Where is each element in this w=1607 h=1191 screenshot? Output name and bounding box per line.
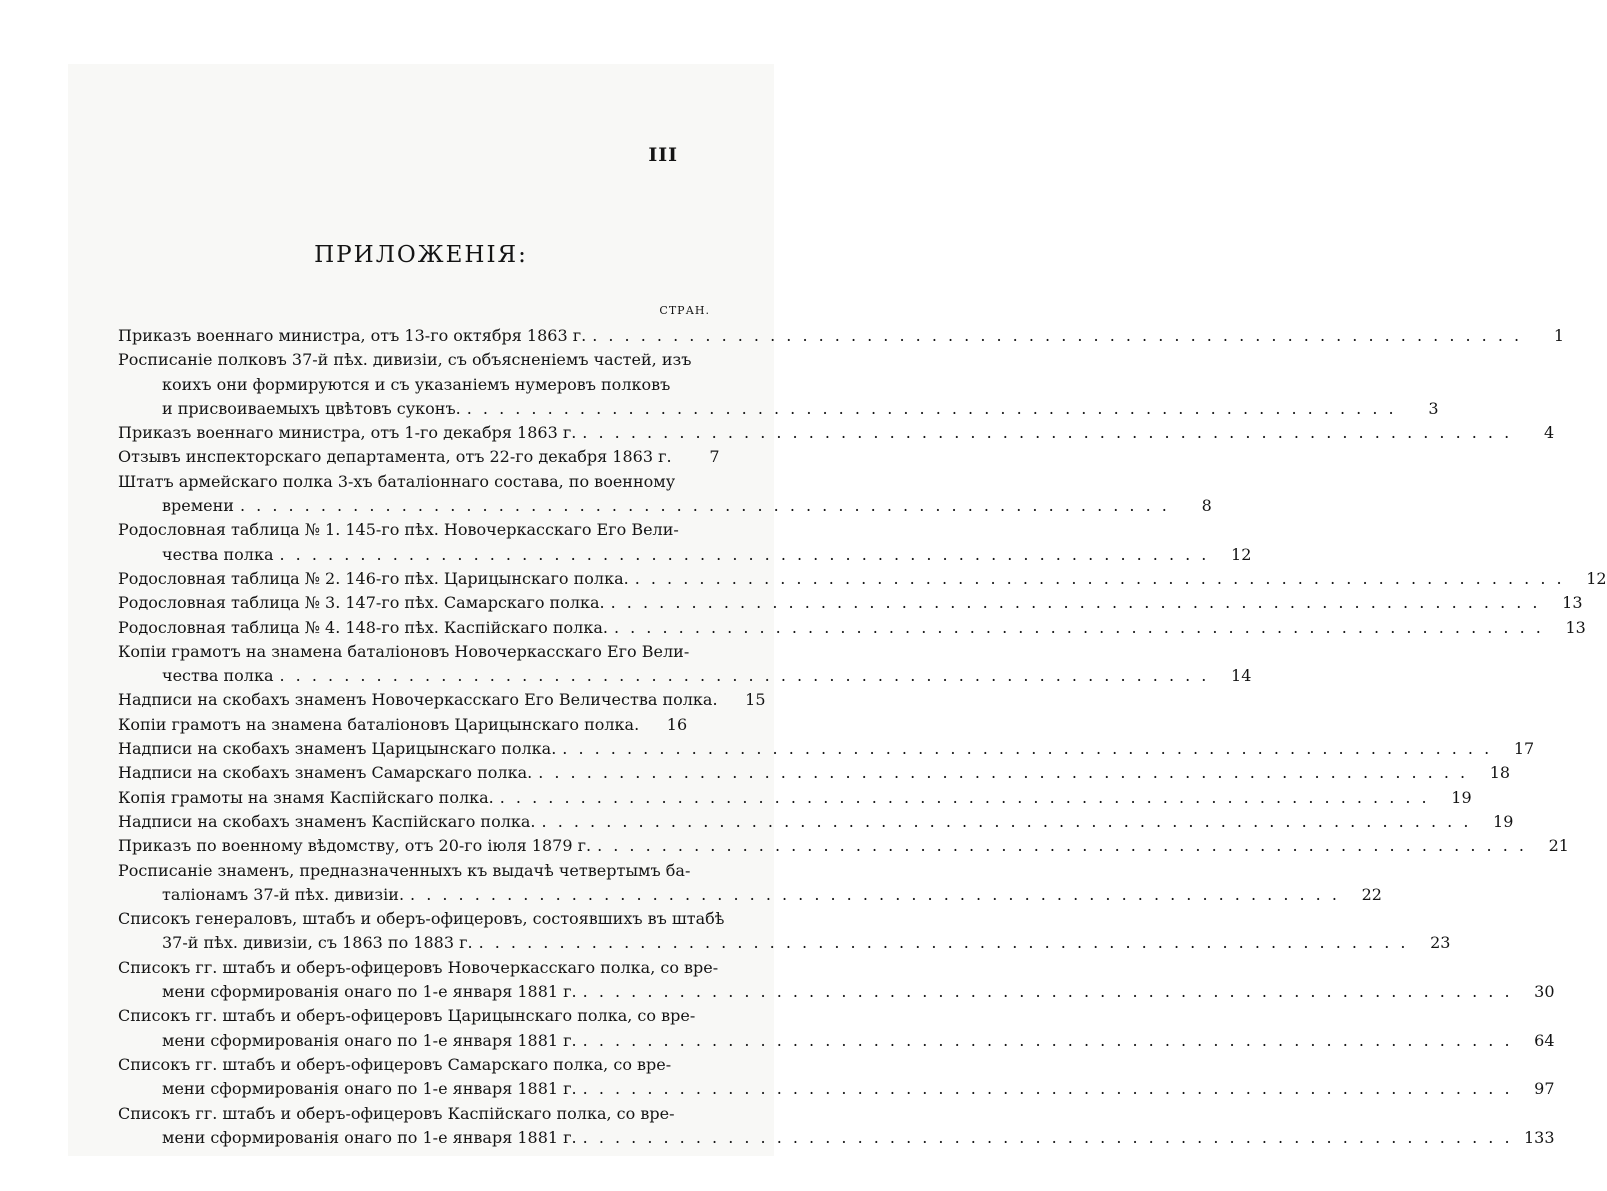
toc-entry-text: Надписи на скобахъ знаменъ Самарскаго полка. xyxy=(118,763,533,783)
toc-page-number: 18 xyxy=(1489,763,1511,783)
toc-entry xyxy=(118,761,1511,785)
toc-entry-text: Штатъ армейскаго полка 3-хъ баталіоннаго состава, по военному xyxy=(118,471,676,491)
dot-leader xyxy=(410,883,1340,907)
dot-leader xyxy=(542,810,1472,834)
toc-entry xyxy=(118,713,688,737)
toc-entry xyxy=(118,1053,1555,1102)
toc-entry xyxy=(118,737,1535,761)
toc-entry-text: Приказъ по военному вѣдомству, отъ 20-го іюля 1879 г. xyxy=(118,836,592,856)
toc-entry-text: Списокъ гг. штабъ и оберъ-офицеровъ Новочеркасскаго полка, со вре- xyxy=(118,957,719,977)
toc-entry-row xyxy=(118,713,688,737)
toc-entry-text: коихъ они формируются и съ указаніемъ нумеровъ полковъ xyxy=(162,374,671,394)
toc-entry xyxy=(118,591,1583,615)
toc-entry-text: Росписаніе полковъ 37-й пѣх. дивизіи, съ объясненіемъ частей, изъ xyxy=(118,350,692,370)
dot-leader xyxy=(583,1077,1513,1101)
toc-entry-row xyxy=(118,931,1451,955)
toc-entry-text: чества полка xyxy=(162,666,274,686)
toc-page-number: 17 xyxy=(1513,739,1535,759)
toc-entry-row xyxy=(118,494,1212,518)
toc-page-number: 7 xyxy=(709,447,720,467)
toc-entry-row xyxy=(118,445,720,469)
toc-entry xyxy=(118,421,1555,445)
toc-entry-text: и присвоиваемыхъ цвѣтовъ суконъ. xyxy=(162,398,461,418)
toc-page-number: 64 xyxy=(1534,1030,1555,1050)
toc-page-number: 12 xyxy=(1231,544,1252,564)
dot-leader xyxy=(611,591,1541,615)
dot-leader xyxy=(479,931,1409,955)
dot-leader xyxy=(635,567,1565,591)
toc-page-number: 16 xyxy=(666,714,688,734)
toc-entry-text: Списокъ гг. штабъ и оберъ-офицеровъ Каспійскаго полка, со вре- xyxy=(118,1103,675,1123)
toc-entry-row xyxy=(118,688,766,712)
toc-entry-text: Списокъ гг. штабъ и оберъ-офицеровъ Самарскаго полка, со вре- xyxy=(118,1054,672,1074)
toc-entry-row xyxy=(118,761,1511,785)
toc-entry xyxy=(118,688,766,712)
toc-entry xyxy=(118,834,1569,858)
toc-entry-text: Родословная таблица № 1. 145-го пѣх. Новочеркасскаго Его Вели- xyxy=(118,520,679,540)
dot-leader xyxy=(467,397,1397,421)
toc-entry xyxy=(118,518,1252,567)
toc-entry xyxy=(118,1004,1555,1053)
toc-entry-row xyxy=(118,1029,1555,1053)
toc-entry-row xyxy=(118,397,1439,421)
dot-leader xyxy=(597,834,1527,858)
toc-entry-text: Копіи грамотъ на знамена баталіоновъ Новочеркасскаго Его Вели- xyxy=(118,641,690,661)
toc-page-number: 30 xyxy=(1534,982,1555,1002)
page-number: III xyxy=(648,144,678,166)
dot-leader xyxy=(240,494,1170,518)
toc-entry-row xyxy=(118,543,1252,567)
toc-page-number: 12 xyxy=(1586,568,1607,588)
toc-page-number: 22 xyxy=(1361,884,1382,904)
toc-entry-text: Родословная таблица № 4. 148-го пѣх. Каспійскаго полка. xyxy=(118,617,608,637)
toc-entry-text: таліонамъ 37-й пѣх. дивизіи. xyxy=(162,884,405,904)
toc-entry-row xyxy=(118,883,1382,907)
toc-entry-text: Надписи на скобахъ знаменъ Каспійскаго полка. xyxy=(118,811,536,831)
toc-entry xyxy=(118,348,1439,421)
toc-entry-text: Росписаніе знаменъ, предназначенныхъ къ выдачѣ четвертымъ ба- xyxy=(118,860,691,880)
toc-entry-text: времени xyxy=(162,496,234,516)
toc-entry-row xyxy=(118,786,1472,810)
dot-leader xyxy=(583,1029,1513,1053)
dot-leader xyxy=(614,616,1544,640)
toc-page-number: 23 xyxy=(1430,933,1451,953)
toc-page-number: 14 xyxy=(1231,666,1252,686)
toc-entry xyxy=(118,324,1565,348)
toc-page-number: 3 xyxy=(1428,398,1439,418)
toc-page-number: 8 xyxy=(1201,496,1212,516)
toc-entry-row xyxy=(118,980,1555,1004)
toc-page-number: 13 xyxy=(1562,593,1583,613)
toc-page-number: 1 xyxy=(1553,326,1565,345)
toc-entry-text: Родословная таблица № 3. 147-го пѣх. Самарскаго полка. xyxy=(118,593,605,613)
toc-entry xyxy=(118,567,1607,591)
toc-entry-text: Приказъ военнаго министра, отъ 13-го октября 1863 г. xyxy=(118,326,587,345)
toc-entry-row xyxy=(118,737,1535,761)
toc-entry-text: мени сформированія онаго по 1-е января 1881 г. xyxy=(162,982,577,1002)
dot-leader xyxy=(500,786,1430,810)
toc-entry-text: Списокъ генераловъ, штабъ и оберъ-офицеровъ, состоявшихъ въ штабѣ xyxy=(118,909,725,929)
toc-entry xyxy=(118,786,1472,810)
toc-page-number: 19 xyxy=(1451,787,1472,807)
toc-entry-row xyxy=(118,1077,1555,1101)
toc-page-number: 21 xyxy=(1548,836,1569,856)
document-page xyxy=(68,64,1607,1156)
toc-page-number: 133 xyxy=(1523,1127,1555,1147)
toc-entry xyxy=(118,470,1212,519)
toc-entry-row xyxy=(118,567,1607,591)
toc-entry xyxy=(118,810,1514,834)
toc-entry xyxy=(118,616,1586,640)
toc-entry xyxy=(118,956,1555,1005)
toc-entry-text: Надписи на скобахъ знаменъ Царицынскаго полка. xyxy=(118,739,557,759)
toc-entry-text: Отзывъ инспекторскаго департамента, отъ 22-го декабря 1863 г. xyxy=(118,447,672,467)
toc-page-number: 19 xyxy=(1493,811,1514,831)
toc-entry-text: Надписи на скобахъ знаменъ Новочеркасскаго Его Величества полка. xyxy=(118,690,718,710)
toc-entry-row xyxy=(118,616,1586,640)
toc-entry-text: Копіи грамотъ на знамена баталіоновъ Царицынскаго полка. xyxy=(118,714,640,734)
toc-entry-text: мени сформированія онаго по 1-е января 1881 г. xyxy=(162,1079,577,1099)
toc-page-number: 97 xyxy=(1534,1079,1555,1099)
toc-entry-text: мени сформированія онаго по 1-е января 1881 г. xyxy=(162,1127,577,1147)
table-of-contents xyxy=(118,324,1607,1150)
toc-entry xyxy=(118,1102,1555,1151)
toc-entry-row xyxy=(118,324,1565,348)
dot-leader xyxy=(583,1126,1513,1150)
dot-leader xyxy=(562,737,1492,761)
toc-entry xyxy=(118,640,1252,689)
toc-page-number: 13 xyxy=(1565,617,1586,637)
dot-leader xyxy=(538,761,1468,785)
toc-entry-text: Родословная таблица № 2. 146-го пѣх. Царицынскаго полка. xyxy=(118,568,629,588)
toc-entry-row xyxy=(118,1126,1555,1150)
toc-entry-text: Копія грамоты на знамя Каспійскаго полка. xyxy=(118,787,494,807)
dot-leader xyxy=(582,421,1512,445)
toc-entry-text: мени сформированія онаго по 1-е января 1881 г. xyxy=(162,1030,577,1050)
toc-entry-text: Списокъ гг. штабъ и оберъ-офицеровъ Царицынскаго полка, со вре- xyxy=(118,1006,696,1026)
toc-entry-row xyxy=(118,664,1252,688)
toc-page-number: 4 xyxy=(1544,423,1555,443)
toc-entry xyxy=(118,907,1451,956)
dot-leader xyxy=(280,664,1210,688)
page-column-header: СТРАН. xyxy=(659,304,710,317)
page-title: ПРИЛОЖЕНІЯ: xyxy=(314,242,528,268)
dot-leader xyxy=(280,543,1210,567)
dot-leader xyxy=(592,324,1522,348)
toc-entry xyxy=(118,859,1382,908)
toc-entry-text: чества полка xyxy=(162,544,274,564)
toc-entry-row xyxy=(118,834,1569,858)
toc-entry-text: 37-й пѣх. дивизіи, съ 1863 по 1883 г. xyxy=(162,933,473,953)
toc-page-number: 15 xyxy=(745,690,766,710)
toc-entry-row xyxy=(118,421,1555,445)
toc-entry-row xyxy=(118,810,1514,834)
toc-entry-text: Приказъ военнаго министра, отъ 1-го декабря 1863 г. xyxy=(118,423,577,443)
toc-entry xyxy=(118,445,720,469)
toc-entry-row xyxy=(118,591,1583,615)
dot-leader xyxy=(583,980,1513,1004)
